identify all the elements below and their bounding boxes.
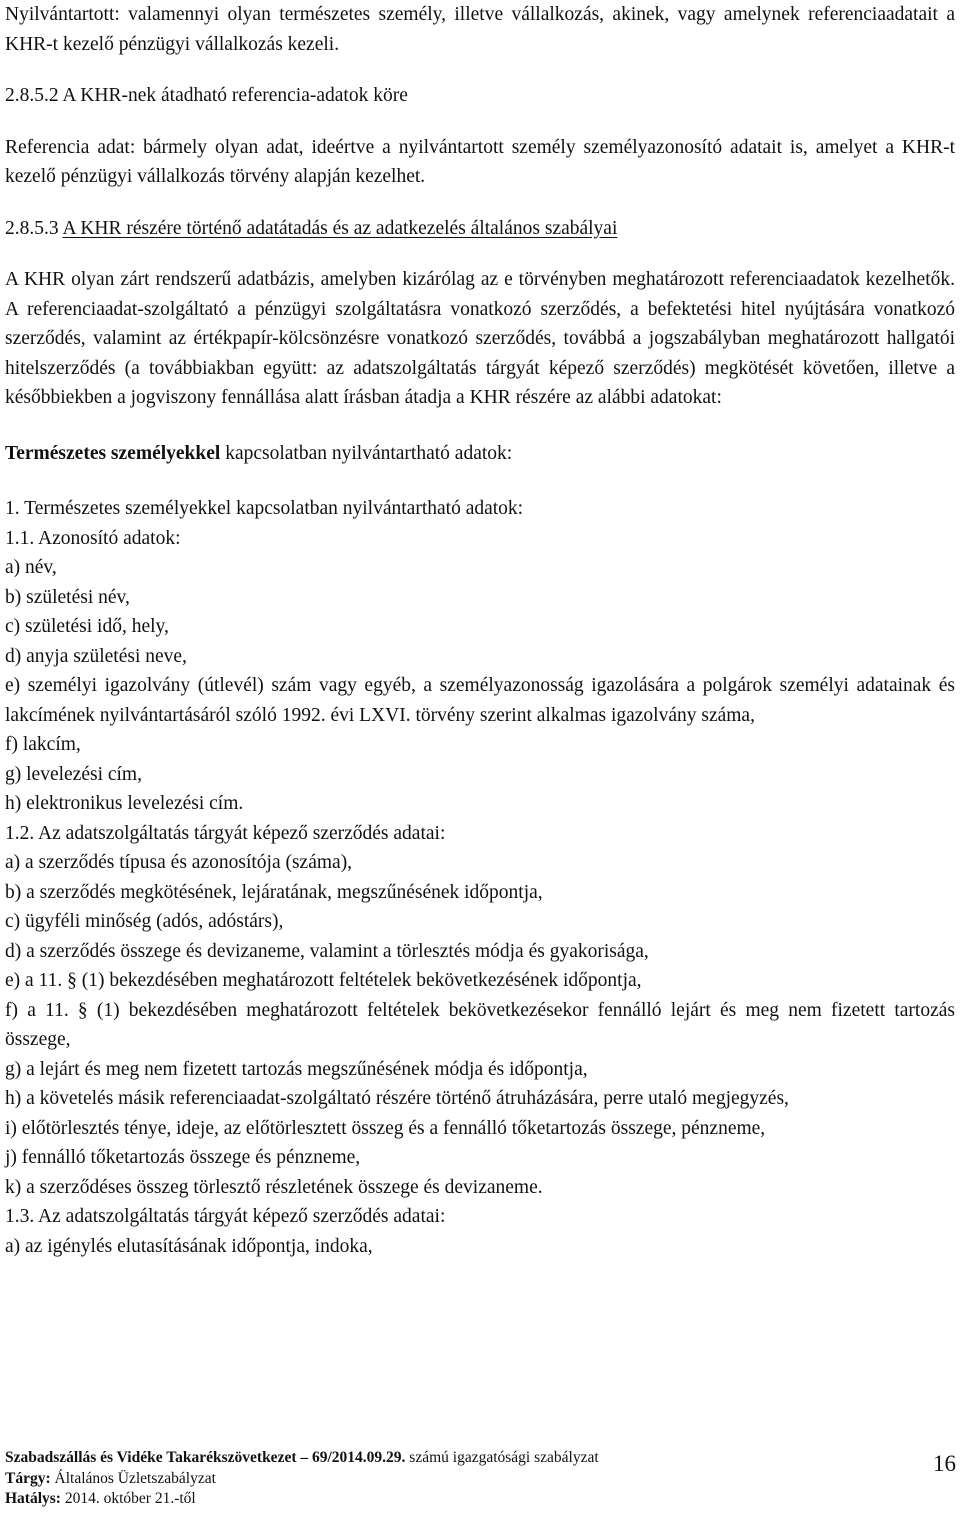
list-heading-1-1: 1.1. Azonosító adatok: [5, 527, 181, 549]
list-item: j) fennálló tőketartozás összege és pénzneme, [5, 1147, 361, 1168]
list-item: k) a szerződéses összeg törlesztő részletének összege és devizaneme. [5, 1176, 543, 1198]
footer-line-issuer [5, 1448, 955, 1469]
natural-persons-heading [5, 439, 955, 469]
section-2853-title: A KHR részére történő adatátadás és az adatkezelés általános szabályai [62, 217, 618, 239]
list-item: e) a 11. § (1) bekezdésében meghatározott feltételek bekövetkezésének időpontja, [5, 970, 642, 991]
natural-persons-heading-rest: kapcsolatban nyilvántartható adatok: [220, 442, 513, 464]
list-heading-1: 1. Természetes személyekkel kapcsolatban nyilvántartható adatok: [5, 498, 524, 519]
footer-subject-value: Általános Üzletszabályzat [50, 1469, 216, 1487]
footer-effective-value: 2014. október 21.-től [60, 1490, 196, 1507]
list-item: i) előtörlesztés ténye, ideje, az előtörlesztett összeg és a fennálló tőketartozás összege, pénzneme, [5, 1117, 766, 1139]
section-2853-number: 2.8.5.3 [5, 217, 59, 239]
document-page [5, 0, 955, 1261]
list-item: a) a szerződés típusa és azonosítója (száma), [5, 852, 353, 873]
list-item: e) személyi igazolvány (útlevél) szám vagy egyéb, a személyazonosság igazolására a polgárok személyi adatainak és lakcímének nyilvántartásáról szóló 1992. évi LXVI. törvény szerint alkalmas igazolvány száma, [5, 675, 955, 726]
list-item: h) a követelés másik referenciaadat-szolgáltató részére történő átruházására, perre utaló megjegyzés, [5, 1088, 789, 1109]
list-item: d) anyja születési neve, [5, 645, 187, 667]
footer-effective-label: Hatálys: [5, 1490, 61, 1507]
section-2853-heading [5, 214, 955, 244]
list-item: b) születési név, [5, 586, 130, 608]
list-heading-1-2: 1.2. Az adatszolgáltatás tárgyát képező szerződés adatai: [5, 822, 446, 844]
natural-persons-heading-bold: Természetes személyekkel [5, 442, 221, 464]
footer-issuer-bold: Szabadszállás és Vidéke Takarékszövetkezet – 69/2014.09.29. [5, 1449, 406, 1466]
list-item: d) a szerződés összege és devizaneme, valamint a törlesztés módja és gyakorisága, [5, 940, 649, 962]
footer-issuer-rest: számú igazgatósági szabályzat [405, 1449, 599, 1466]
list-item: f) lakcím, [5, 734, 81, 755]
list-item: g) a lejárt és meg nem fizetett tartozás megszűnésének módja és időpontja, [5, 1058, 588, 1080]
page-number: 16 [933, 1451, 956, 1476]
list-item: h) elektronikus levelezési cím. [5, 793, 244, 814]
data-list [5, 494, 955, 1261]
page-footer [5, 1448, 955, 1510]
footer-line-subject [5, 1469, 955, 1490]
list-item: f) a 11. § (1) bekezdésében meghatározott feltételek bekövetkezésekor fennálló lejárt és meg nem fizetett tartozás összege, [5, 999, 955, 1050]
list-item: c) ügyféli minőség (adós, adóstárs), [5, 911, 284, 932]
list-item: c) születési idő, hely, [5, 616, 169, 637]
list-item: g) levelezési cím, [5, 763, 142, 785]
list-item: a) az igénylés elutasításának időpontja, indoka, [5, 1235, 373, 1257]
footer-subject-label: Tárgy: [5, 1469, 51, 1487]
list-item: a) név, [5, 557, 57, 578]
section-2853-body: A KHR olyan zárt rendszerű adatbázis, amelyben kizárólag az e törvényben meghatározott referenciaadatok kezelhetők. A referenciaadat-szolgáltató a pénzügyi szolgáltatásra vonatkozó szerződés, a befektetési hitel nyújtására vonatkozó szerződés, valamint az értékpapír-kölcsönzésre vonatkozó szerződés, továbbá a jogszabályban meghatározott hallgatói hitelszerződés (a továbbiakban együtt: az adatszolgáltatás tárgyát képező szerződés) megkötését követően, illetve a későbbiekben a jogviszony fennállása alatt írásban átadja a KHR részére az alábbi adatokat: [5, 269, 955, 408]
section-2852-body: Referencia adat: bármely olyan adat, ideértve a nyilvántartott személy személyazonosító adatait is, amelyet a KHR-t kezelő pénzügyi vállalkozás törvény alapján kezelhet. [5, 136, 955, 187]
section-2852-heading: 2.8.5.2 A KHR-nek átadható referencia-adatok köre [5, 85, 408, 106]
intro-paragraph: Nyilvántartott: valamennyi olyan természetes személy, illetve vállalkozás, akinek, vagy amelynek referenciaadatait a KHR-t kezelő pénzügyi vállalkozás kezeli. [5, 4, 955, 55]
list-heading-1-3: 1.3. Az adatszolgáltatás tárgyát képező szerződés adatai: [5, 1206, 446, 1227]
list-item: b) a szerződés megkötésének, lejáratának, megszűnésének időpontja, [5, 881, 543, 903]
footer-line-effective [5, 1489, 955, 1510]
